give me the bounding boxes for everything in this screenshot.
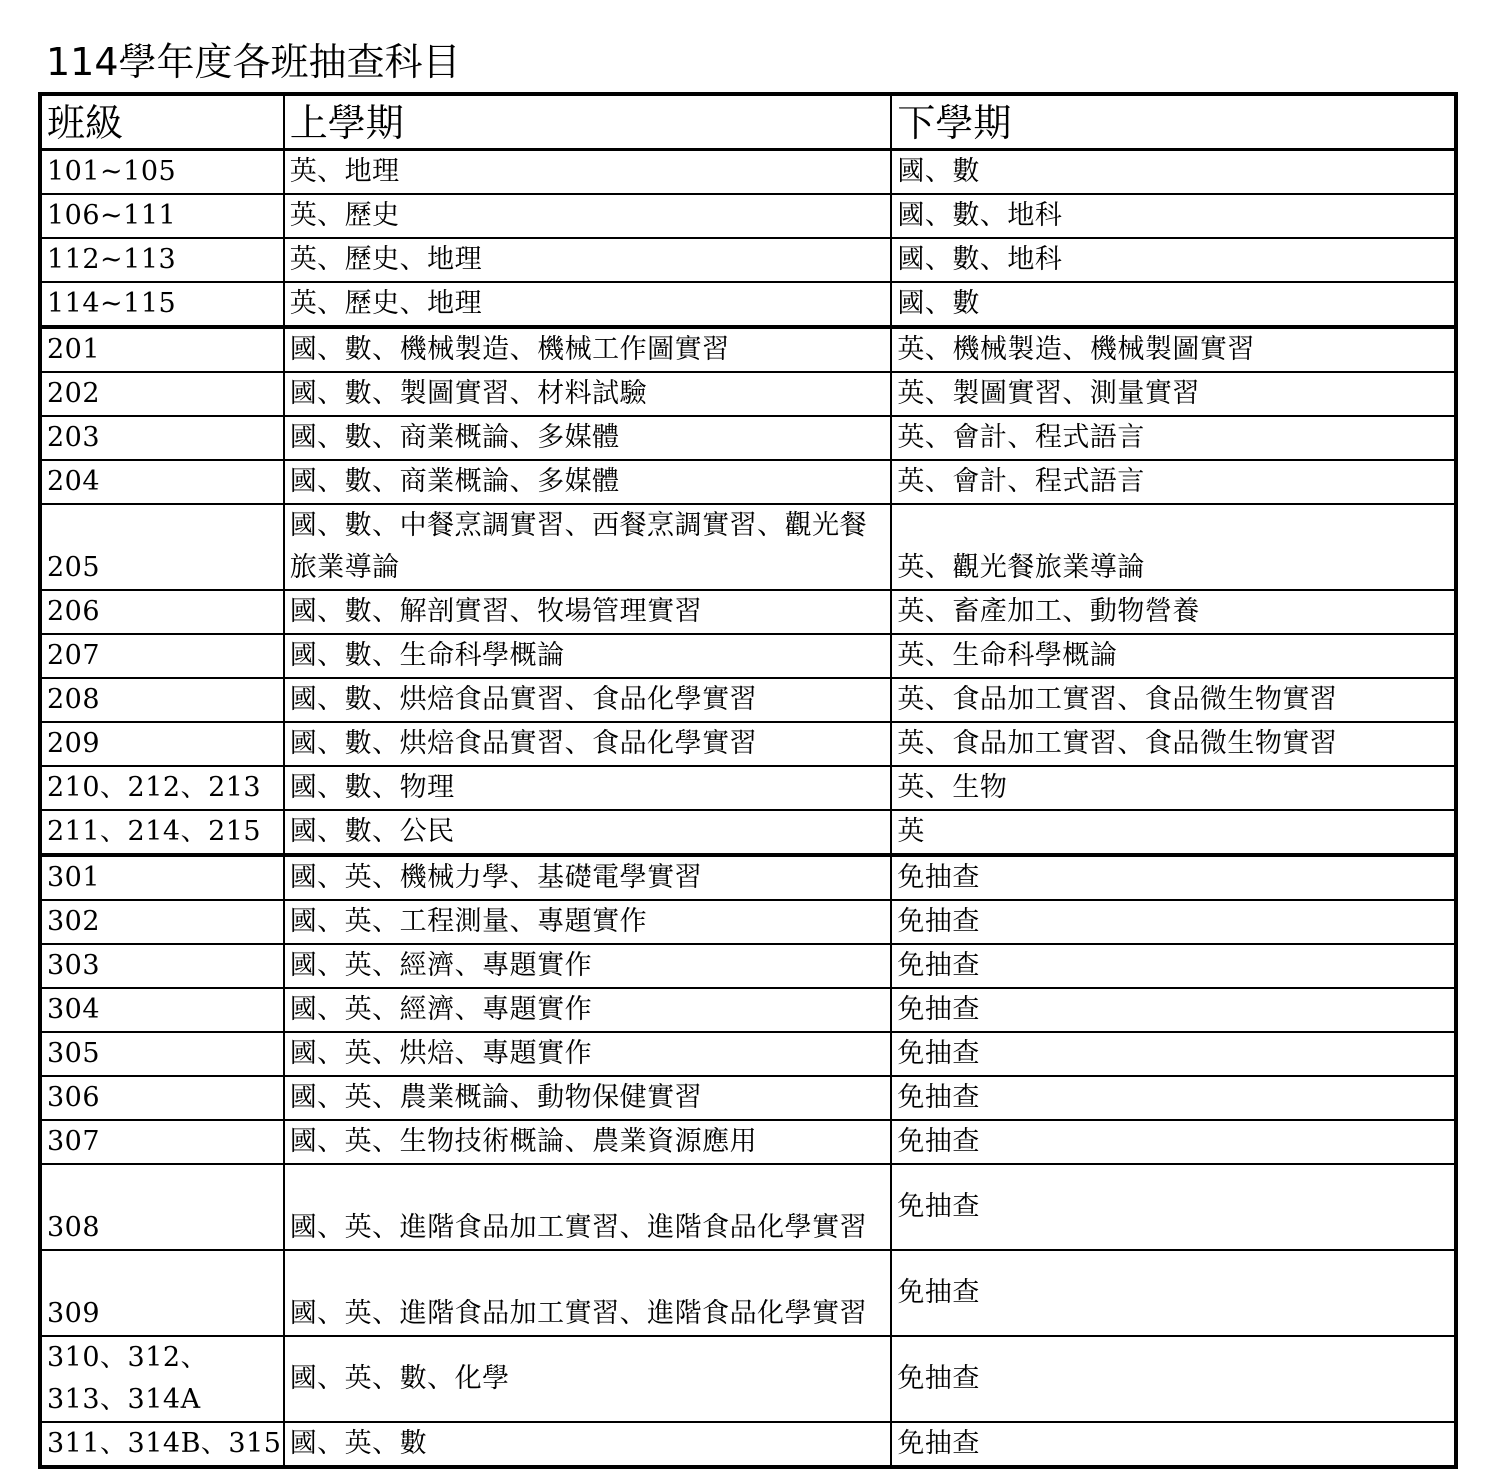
- cell-class: 209: [40, 722, 284, 766]
- table-row: [40, 238, 1456, 282]
- cell-first-semester: 國、英、數、化學: [284, 1336, 892, 1422]
- table-row: [40, 722, 1456, 766]
- cell-second-semester: 免抽查: [891, 1164, 1456, 1250]
- cell-first-semester: 國、數、解剖實習、牧場管理實習: [284, 590, 892, 634]
- table-row: [40, 855, 1456, 900]
- cell-first-semester: 英、歷史、地理: [284, 282, 892, 327]
- table-row: [40, 1164, 1456, 1250]
- table-row: [40, 460, 1456, 504]
- header-class: 班級: [40, 94, 284, 150]
- cell-class: 301: [40, 855, 284, 900]
- cell-class: 202: [40, 372, 284, 416]
- cell-first-semester: 國、英、工程測量、專題實作: [284, 900, 892, 944]
- cell-class: 210、212、213: [40, 766, 284, 810]
- cell-first-semester: 國、數、機械製造、機械工作圖實習: [284, 327, 892, 372]
- header-second-semester: 下學期: [891, 94, 1456, 150]
- cell-second-semester: 英、會計、程式語言: [891, 416, 1456, 460]
- table-row: [40, 282, 1456, 327]
- table-row: [40, 766, 1456, 810]
- cell-class: 203: [40, 416, 284, 460]
- table-row: [40, 1336, 1456, 1422]
- cell-class: 307: [40, 1120, 284, 1164]
- cell-second-semester: 英、觀光餐旅業導論: [891, 504, 1456, 590]
- cell-second-semester: 英、食品加工實習、食品微生物實習: [891, 678, 1456, 722]
- cell-class: 308: [40, 1164, 284, 1250]
- cell-class: 207: [40, 634, 284, 678]
- header-row: [40, 94, 1456, 150]
- cell-first-semester: 國、英、烘焙、專題實作: [284, 1032, 892, 1076]
- cell-class: 310、312、313、314A: [40, 1336, 284, 1422]
- table-row: [40, 327, 1456, 372]
- cell-first-semester: 英、歷史: [284, 194, 892, 238]
- cell-class: 106~111: [40, 194, 284, 238]
- cell-first-semester: 國、數、製圖實習、材料試驗: [284, 372, 892, 416]
- cell-second-semester: 免抽查: [891, 855, 1456, 900]
- document-title: 114學年度各班抽查科目: [46, 40, 461, 84]
- cell-second-semester: 免抽查: [891, 1250, 1456, 1336]
- cell-first-semester: 國、數、商業概論、多媒體: [284, 416, 892, 460]
- cell-first-semester: 國、數、烘焙食品實習、食品化學實習: [284, 722, 892, 766]
- table-row: [40, 988, 1456, 1032]
- cell-second-semester: 免抽查: [891, 988, 1456, 1032]
- cell-class: 303: [40, 944, 284, 988]
- cell-class: 305: [40, 1032, 284, 1076]
- cell-second-semester: 免抽查: [891, 1120, 1456, 1164]
- cell-first-semester: 國、英、農業概論、動物保健實習: [284, 1076, 892, 1120]
- table-row: [40, 590, 1456, 634]
- table-row: [40, 194, 1456, 238]
- cell-class: 211、214、215: [40, 810, 284, 855]
- header-first-semester: 上學期: [284, 94, 892, 150]
- cell-first-semester: 國、數、商業概論、多媒體: [284, 460, 892, 504]
- cell-class: 304: [40, 988, 284, 1032]
- cell-second-semester: 英、生命科學概論: [891, 634, 1456, 678]
- cell-class: 206: [40, 590, 284, 634]
- table-row: [40, 678, 1456, 722]
- cell-class: 309: [40, 1250, 284, 1336]
- cell-first-semester: 國、數、烘焙食品實習、食品化學實習: [284, 678, 892, 722]
- cell-second-semester: 英、製圖實習、測量實習: [891, 372, 1456, 416]
- cell-second-semester: 英、畜產加工、動物營養: [891, 590, 1456, 634]
- cell-class: 201: [40, 327, 284, 372]
- cell-first-semester: 國、英、進階食品加工實習、進階食品化學實習: [284, 1250, 892, 1336]
- cell-first-semester: 國、英、數: [284, 1422, 892, 1467]
- cell-class: 208: [40, 678, 284, 722]
- cell-class: 311、314B、315: [40, 1422, 284, 1467]
- cell-class: 112~113: [40, 238, 284, 282]
- cell-first-semester: 國、英、經濟、專題實作: [284, 988, 892, 1032]
- cell-second-semester: 國、數: [891, 282, 1456, 327]
- cell-first-semester: 英、歷史、地理: [284, 238, 892, 282]
- table-row: [40, 372, 1456, 416]
- table-row: [40, 810, 1456, 855]
- cell-second-semester: 英、生物: [891, 766, 1456, 810]
- table-row: [40, 504, 1456, 590]
- cell-class: 302: [40, 900, 284, 944]
- table-body: [40, 150, 1456, 1468]
- cell-first-semester: 國、英、生物技術概論、農業資源應用: [284, 1120, 892, 1164]
- cell-second-semester: 英、食品加工實習、食品微生物實習: [891, 722, 1456, 766]
- table-row: [40, 1422, 1456, 1467]
- cell-second-semester: 免抽查: [891, 1422, 1456, 1467]
- table-row: [40, 944, 1456, 988]
- table-row: [40, 900, 1456, 944]
- cell-class: 114~115: [40, 282, 284, 327]
- cell-class: 205: [40, 504, 284, 590]
- table-header: [40, 94, 1456, 150]
- cell-second-semester: 免抽查: [891, 1336, 1456, 1422]
- cell-second-semester: 國、數、地科: [891, 194, 1456, 238]
- table-row: [40, 1032, 1456, 1076]
- table-row: [40, 1076, 1456, 1120]
- cell-first-semester: 國、數、公民: [284, 810, 892, 855]
- cell-second-semester: 英、會計、程式語言: [891, 460, 1456, 504]
- cell-second-semester: 免抽查: [891, 1032, 1456, 1076]
- cell-first-semester: 國、英、經濟、專題實作: [284, 944, 892, 988]
- table-row: [40, 416, 1456, 460]
- cell-second-semester: 國、數: [891, 150, 1456, 195]
- cell-first-semester: 國、數、中餐烹調實習、西餐烹調實習、觀光餐旅業導論: [284, 504, 892, 590]
- cell-second-semester: 英、機械製造、機械製圖實習: [891, 327, 1456, 372]
- cell-class: 306: [40, 1076, 284, 1120]
- cell-class: 101~105: [40, 150, 284, 195]
- table-row: [40, 1250, 1456, 1336]
- cell-first-semester: 國、數、生命科學概論: [284, 634, 892, 678]
- subject-check-table: [38, 92, 1458, 1469]
- cell-second-semester: 免抽查: [891, 900, 1456, 944]
- cell-class: 204: [40, 460, 284, 504]
- cell-first-semester: 英、地理: [284, 150, 892, 195]
- table-row: [40, 634, 1456, 678]
- cell-second-semester: 免抽查: [891, 944, 1456, 988]
- cell-first-semester: 國、英、機械力學、基礎電學實習: [284, 855, 892, 900]
- cell-first-semester: 國、英、進階食品加工實習、進階食品化學實習: [284, 1164, 892, 1250]
- cell-second-semester: 英: [891, 810, 1456, 855]
- table-row: [40, 1120, 1456, 1164]
- cell-second-semester: 國、數、地科: [891, 238, 1456, 282]
- cell-first-semester: 國、數、物理: [284, 766, 892, 810]
- table-row: [40, 150, 1456, 195]
- cell-second-semester: 免抽查: [891, 1076, 1456, 1120]
